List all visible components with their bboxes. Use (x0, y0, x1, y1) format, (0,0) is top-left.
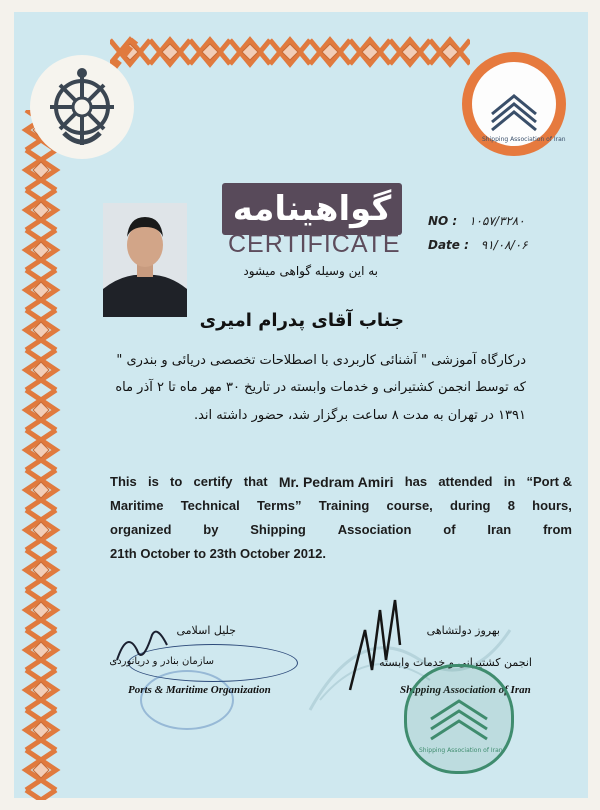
anchor-wheel-logo (30, 55, 134, 159)
recipient-name-en: Mr. Pedram Amiri (278, 474, 394, 490)
body-en-line-3 (110, 518, 572, 542)
word: organized (110, 522, 172, 537)
date-label: Date : (428, 238, 469, 252)
word: hours, (532, 498, 572, 513)
top-chain-border (110, 32, 470, 72)
number-value: ۱۰۵۷/۳۲۸۰ (469, 214, 525, 228)
left-signatory-org-en: Ports & Maritime Organization (128, 684, 271, 696)
left-seal (140, 670, 234, 730)
word: is (147, 474, 159, 489)
body-en (110, 470, 572, 566)
shipping-association-logo (462, 52, 566, 156)
certificate-number (428, 214, 525, 228)
recipient-name-fa: جناب آقای پدرام امیری (199, 310, 404, 331)
word: from (543, 522, 572, 537)
certificate-title-en: CERTIFICATE (228, 230, 401, 258)
word: course, (386, 498, 433, 513)
word: Technical (180, 498, 240, 513)
word: Shipping (250, 522, 306, 537)
word: “Port & (526, 474, 572, 489)
word: to (170, 474, 183, 489)
word: of (443, 522, 456, 537)
training-dates: 21th October to 23th October 2012. (110, 546, 327, 561)
right-signature (340, 590, 410, 700)
intro-text: به این وسیله گواهی میشود (243, 264, 378, 278)
word: Maritime (110, 498, 164, 513)
word: Association (337, 522, 412, 537)
left-chain-border (18, 110, 64, 800)
body-fa-line-1: درکارگاه آموزشی " آشنائی کاربردی با اصطلاحات تخصصی دریائی و بندری " (116, 353, 526, 368)
left-signatory-name: جلیل اسلامی (176, 624, 236, 637)
body-fa-line-3: ۱۳۹۱ در تهران به مدت ۸ ساعت برگزار شد، حضور داشته اند. (193, 408, 526, 423)
word: Iran (487, 522, 512, 537)
body-en-line-4 (110, 542, 572, 566)
recipient-photo (103, 203, 187, 317)
word: by (203, 522, 219, 537)
logo-ring-text: Shipping Association of Iran (482, 136, 566, 143)
right-signatory-org-fa: انجمن کشتیرانی و خدمات وابسته (379, 656, 532, 669)
stamp-text: Shipping Association of Iran (419, 747, 503, 754)
word: during (450, 498, 491, 513)
left-signatory-org-fa: سازمان بنادر و دریانوردی (109, 656, 214, 667)
shipping-association-stamp (404, 664, 514, 774)
body-fa-line-2: که توسط انجمن کشتیرانی و خدمات وابسته در تاریخ ۳۰ مهر ماه تا ۲ آذر ماه (115, 380, 526, 395)
word: that (243, 474, 268, 489)
word: This (110, 474, 137, 489)
word: certify (193, 474, 233, 489)
word: Terms” (256, 498, 302, 513)
word: attended (438, 474, 493, 489)
word: Training (318, 498, 370, 513)
left-signature (112, 620, 172, 670)
stamp-waves-icon (407, 667, 511, 771)
right-signatory-name: بهروز دولتشاهی (426, 624, 500, 637)
body-en-line-2 (110, 494, 572, 518)
word: in (503, 474, 516, 489)
anchor-icon (30, 55, 134, 159)
certificate-title-fa: گواهینامه (222, 183, 402, 235)
right-signatory-org-en: Shipping Association of Iran (400, 684, 531, 696)
body-en-line-1 (110, 470, 572, 494)
certificate-date (428, 238, 528, 252)
word: has (404, 474, 428, 489)
portrait-image (103, 203, 187, 317)
word: 8 (507, 498, 515, 513)
date-value: ۹۱/۰۸/۰۶ (480, 238, 528, 252)
number-label: NO : (428, 214, 458, 228)
